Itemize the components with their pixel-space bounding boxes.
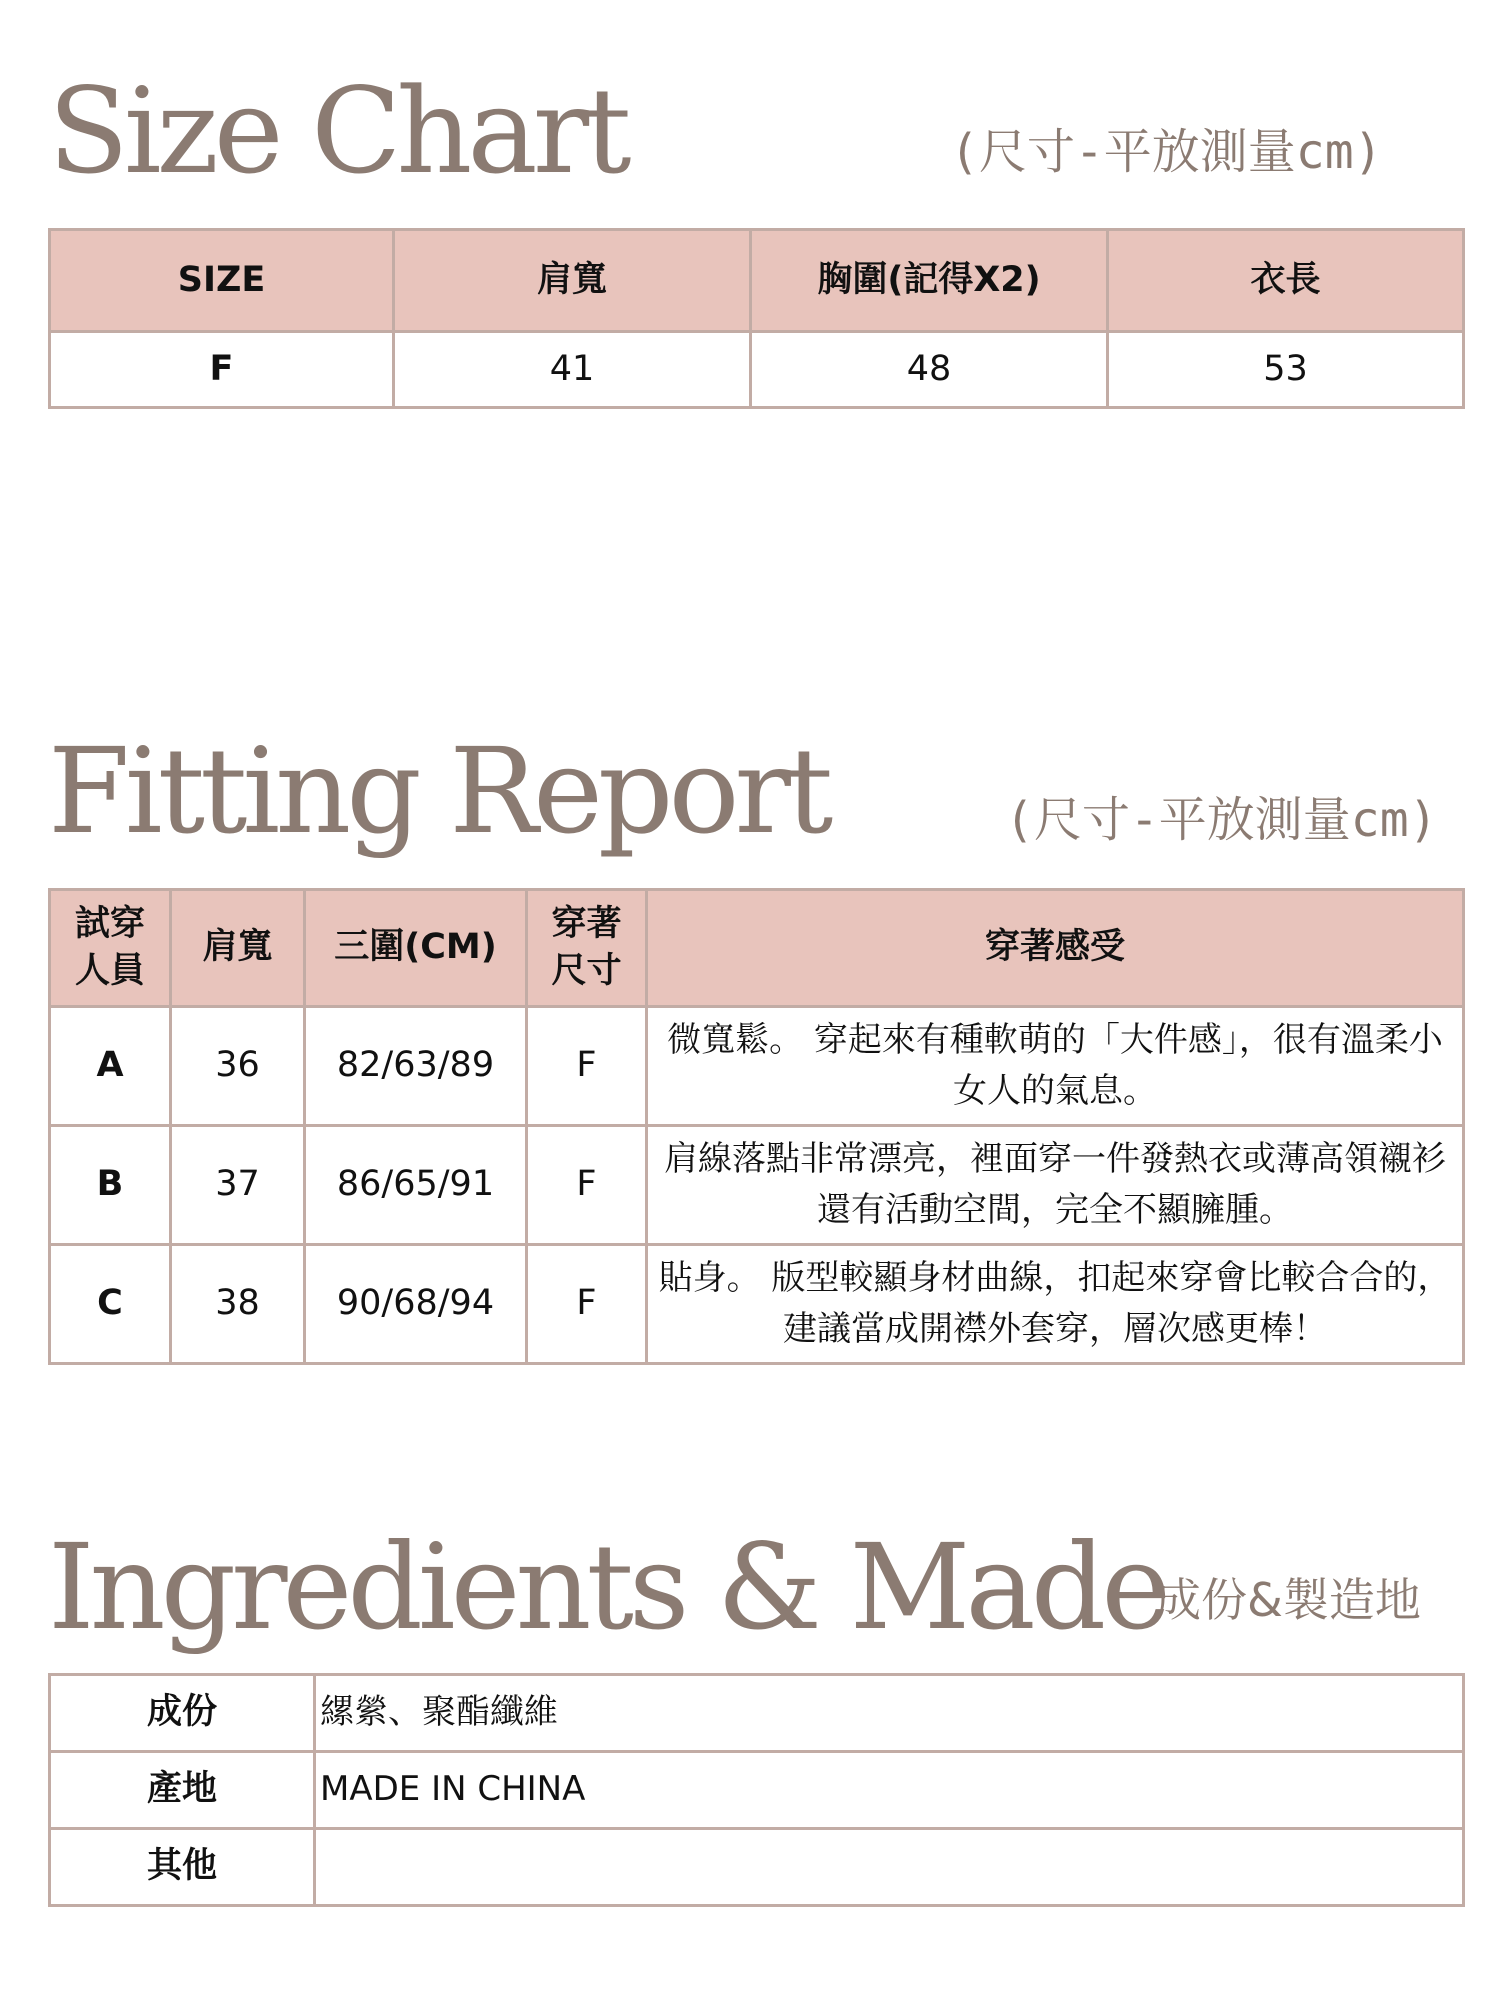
ingredients-value-other (315, 1829, 1464, 1906)
table-row (50, 1007, 1464, 1126)
fitting-report-cell-person: B (50, 1126, 171, 1245)
size-chart-table (48, 228, 1465, 409)
size-chart-note: (尺寸-平放測量cm) (950, 124, 1383, 180)
fitting-report-cell-person: A (50, 1007, 171, 1126)
fitting-report-cell-shoulder: 38 (171, 1245, 305, 1364)
fitting-report-cell-measurements: 86/65/91 (305, 1126, 527, 1245)
table-row (50, 1245, 1464, 1364)
size-chart-header-size: SIZE (50, 230, 394, 332)
fitting-report-cell-measurements: 82/63/89 (305, 1007, 527, 1126)
fitting-report-cell-feel: 貼身。 版型較顯身材曲線，扣起來穿會比較合合的，建議當成開襟外套穿，層次感更棒！ (647, 1245, 1464, 1364)
size-chart-header-shoulder: 肩寬 (394, 230, 751, 332)
fitting-report-cell-worn-size: F (527, 1007, 647, 1126)
fitting-report-cell-shoulder: 37 (171, 1126, 305, 1245)
fitting-report-cell-person: C (50, 1245, 171, 1364)
fitting-report-cell-worn-size: F (527, 1126, 647, 1245)
table-row (50, 332, 1464, 408)
table-row (50, 1675, 1464, 1752)
table-row (50, 1126, 1464, 1245)
fitting-report-header-feel: 穿著感受 (647, 890, 1464, 1007)
size-chart-cell-shoulder: 41 (394, 332, 751, 408)
fitting-report-header-shoulder: 肩寬 (171, 890, 305, 1007)
size-chart-cell-chest: 48 (751, 332, 1108, 408)
fitting-report-header-person: 試穿 人員 (50, 890, 171, 1007)
fitting-report-header-worn-size: 穿著 尺寸 (527, 890, 647, 1007)
fitting-report-cell-worn-size: F (527, 1245, 647, 1364)
size-chart-header-row (50, 230, 1464, 332)
ingredients-table (48, 1673, 1465, 1907)
ingredients-value-origin: MADE IN CHINA (315, 1752, 1464, 1829)
fitting-report-header-measurements: 三圍(CM) (305, 890, 527, 1007)
fitting-report-cell-measurements: 90/68/94 (305, 1245, 527, 1364)
size-chart-header-chest: 胸圍(記得X2) (751, 230, 1108, 332)
size-chart-cell-size: F (50, 332, 394, 408)
ingredients-label-origin: 產地 (50, 1752, 315, 1829)
ingredients-title: Ingredients & Made (48, 1518, 1167, 1656)
fitting-report-cell-shoulder: 36 (171, 1007, 305, 1126)
fitting-report-cell-feel: 微寬鬆。 穿起來有種軟萌的「大件感」，很有溫柔小女人的氣息。 (647, 1007, 1464, 1126)
size-chart-cell-length: 53 (1108, 332, 1464, 408)
fitting-report-note: (尺寸-平放測量cm) (1005, 792, 1438, 848)
size-chart-title: Size Chart (48, 62, 627, 200)
fitting-report-header-row (50, 890, 1464, 1007)
fitting-report-title: Fitting Report (48, 722, 829, 860)
fitting-report-table (48, 888, 1465, 1365)
table-row (50, 1752, 1464, 1829)
size-chart-header-length: 衣長 (1108, 230, 1464, 332)
ingredients-value-material: 縲縈、聚酯纖維 (315, 1675, 1464, 1752)
fitting-report-cell-feel: 肩線落點非常漂亮，裡面穿一件發熱衣或薄高領襯衫還有活動空間，完全不顯臃腫。 (647, 1126, 1464, 1245)
ingredients-label-other: 其他 (50, 1829, 315, 1906)
table-row (50, 1829, 1464, 1906)
ingredients-label-material: 成份 (50, 1675, 315, 1752)
ingredients-note: 成份&製造地 (1155, 1573, 1421, 1627)
